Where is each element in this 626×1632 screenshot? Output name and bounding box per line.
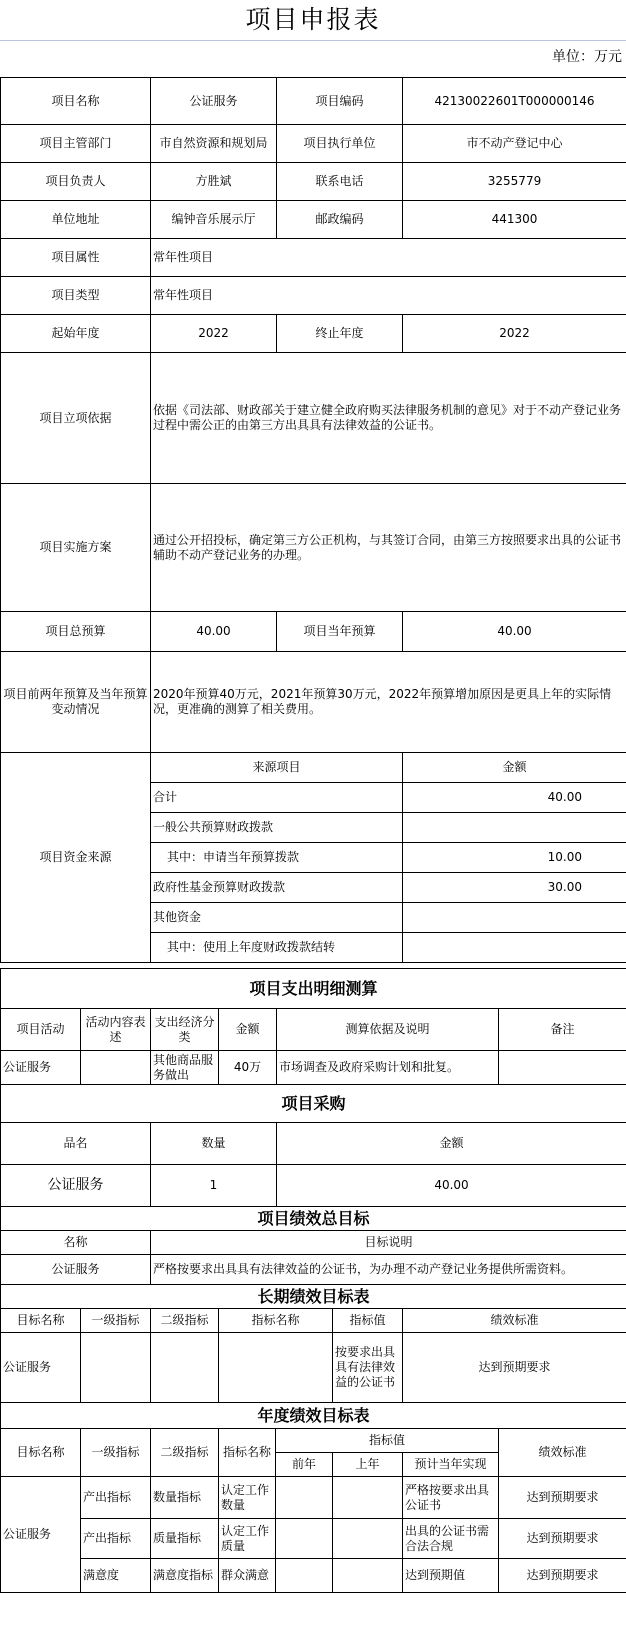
purchase-cell: 40.00 — [277, 1165, 626, 1207]
plan-label: 项目实施方案 — [1, 484, 151, 612]
fund-row-name: 其中：申请当年预算拨款 — [151, 843, 403, 873]
year-budget-label: 项目当年预算 — [277, 612, 403, 652]
long-term-header: 一级指标 — [81, 1309, 151, 1333]
purchase-section-title: 项目采购 — [1, 1085, 626, 1123]
basic-info-table — [0, 77, 626, 963]
annual-cell: 达到预期要求 — [499, 1477, 626, 1519]
zip-label: 邮政编码 — [277, 201, 403, 239]
long-term-cell: 公证服务 — [1, 1333, 81, 1403]
phone-value: 3255779 — [403, 163, 626, 201]
expense-header: 项目活动 — [1, 1009, 81, 1051]
annual-target-name: 公证服务 — [1, 1477, 81, 1593]
long-term-header: 指标名称 — [219, 1309, 333, 1333]
fund-amount-header: 金额 — [403, 753, 626, 783]
unit-label: 单位：万元 — [552, 49, 622, 65]
dept-label: 项目主管部门 — [1, 125, 151, 163]
purchase-header: 金额 — [277, 1123, 626, 1165]
annual-cell: 群众满意 — [219, 1559, 276, 1593]
end-year-value: 2022 — [403, 315, 626, 353]
fund-row-name: 其中：使用上年度财政拨款结转 — [151, 933, 403, 963]
annual-header: 一级指标 — [81, 1429, 151, 1477]
annual-subheader: 预计当年实现 — [403, 1453, 499, 1477]
annual-cell: 达到预期要求 — [499, 1519, 626, 1559]
annual-header: 绩效标准 — [499, 1429, 626, 1477]
expense-header: 金额 — [219, 1009, 277, 1051]
person-value: 方胜斌 — [151, 163, 277, 201]
annual-header: 指标名称 — [219, 1429, 276, 1477]
expense-cell: 40万 — [219, 1051, 277, 1085]
perf-total-table — [0, 1206, 626, 1285]
purchase-table — [0, 1084, 626, 1207]
annual-header: 二级指标 — [151, 1429, 219, 1477]
annual-cell: 认定工作质量 — [219, 1519, 276, 1559]
annual-cell: 产出指标 — [81, 1477, 151, 1519]
person-label: 项目负责人 — [1, 163, 151, 201]
expense-header: 备注 — [499, 1009, 626, 1051]
zip-value: 441300 — [403, 201, 626, 239]
perf-total-cell: 严格按要求出具具有法律效益的公证书，为办理不动产登记业务提供所需资料。 — [151, 1255, 626, 1285]
annual-cell: 认定工作数量 — [219, 1477, 276, 1519]
address-value: 编钟音乐展示厅 — [151, 201, 277, 239]
long-term-header: 指标值 — [333, 1309, 403, 1333]
purchase-header: 数量 — [151, 1123, 277, 1165]
long-term-cell — [219, 1333, 333, 1403]
annual-cell: 达到预期值 — [403, 1559, 499, 1593]
annual-cell: 出具的公证书需合法合规 — [403, 1519, 499, 1559]
long-term-cell: 达到预期要求 — [403, 1333, 626, 1403]
annual-cell — [333, 1559, 403, 1593]
annual-cell: 达到预期要求 — [499, 1559, 626, 1593]
annual-table — [0, 1402, 626, 1593]
annual-cell — [276, 1559, 333, 1593]
plan-value: 通过公开招投标，确定第三方公正机构，与其签订合同，由第三方按照要求出具的公证书辅助不动产登记业务的办理。 — [151, 484, 626, 612]
expense-cell — [499, 1051, 626, 1085]
expense-cell — [81, 1051, 151, 1085]
annual-cell — [333, 1477, 403, 1519]
perf-total-header: 目标说明 — [151, 1231, 626, 1255]
perf-total-section-title: 项目绩效总目标 — [1, 1207, 626, 1231]
fund-row-name: 其他资金 — [151, 903, 403, 933]
start-year-value: 2022 — [151, 315, 277, 353]
annual-cell — [333, 1519, 403, 1559]
attribute-value: 常年性项目 — [151, 239, 626, 277]
basis-label: 项目立项依据 — [1, 353, 151, 484]
end-year-label: 终止年度 — [277, 315, 403, 353]
expense-header: 支出经济分类 — [151, 1009, 219, 1051]
budget-change-label: 项目前两年预算及当年预算变动情况 — [1, 652, 151, 753]
expense-header: 活动内容表述 — [81, 1009, 151, 1051]
fund-row-name: 一般公共预算财政拨款 — [151, 813, 403, 843]
long-term-cell — [151, 1333, 219, 1403]
fund-row-amount: 40.00 — [403, 783, 626, 813]
purchase-header: 品名 — [1, 1123, 151, 1165]
annual-cell — [276, 1519, 333, 1559]
long-term-header: 二级指标 — [151, 1309, 219, 1333]
fund-row-amount — [403, 903, 626, 933]
start-year-label: 起始年度 — [1, 315, 151, 353]
exec-unit-value: 市不动产登记中心 — [403, 125, 626, 163]
annual-header: 目标名称 — [1, 1429, 81, 1477]
expense-cell: 其他商品服务做出 — [151, 1051, 219, 1085]
long-term-table — [0, 1284, 626, 1403]
budget-change-value: 2020年预算40万元，2021年预算30万元，2022年预算增加原因是更具上年的实际情况，更准确的测算了相关费用。 — [151, 652, 626, 753]
annual-header: 指标值 — [276, 1429, 499, 1453]
fund-row-amount — [403, 933, 626, 963]
fund-row-amount: 10.00 — [403, 843, 626, 873]
attribute-label: 项目属性 — [1, 239, 151, 277]
annual-cell: 满意度指标 — [151, 1559, 219, 1593]
project-name-label: 项目名称 — [1, 78, 151, 125]
annual-cell: 质量指标 — [151, 1519, 219, 1559]
perf-total-cell: 公证服务 — [1, 1255, 151, 1285]
fund-source-header: 来源项目 — [151, 753, 403, 783]
long-term-section-title: 长期绩效目标表 — [1, 1285, 626, 1309]
dept-value: 市自然资源和规划局 — [151, 125, 277, 163]
type-value: 常年性项目 — [151, 277, 626, 315]
annual-cell: 数量指标 — [151, 1477, 219, 1519]
fund-row-name: 政府性基金预算财政拨款 — [151, 873, 403, 903]
annual-cell: 严格按要求出具公证书 — [403, 1477, 499, 1519]
year-budget-value: 40.00 — [403, 612, 626, 652]
annual-subheader: 上年 — [333, 1453, 403, 1477]
expense-cell: 市场调查及政府采购计划和批复。 — [277, 1051, 499, 1085]
annual-cell — [276, 1477, 333, 1519]
long-term-header: 目标名称 — [1, 1309, 81, 1333]
expense-header: 测算依据及说明 — [277, 1009, 499, 1051]
purchase-cell: 公证服务 — [1, 1165, 151, 1207]
total-budget-label: 项目总预算 — [1, 612, 151, 652]
fund-row-amount — [403, 813, 626, 843]
perf-total-header: 名称 — [1, 1231, 151, 1255]
phone-label: 联系电话 — [277, 163, 403, 201]
total-budget-value: 40.00 — [151, 612, 277, 652]
basis-value: 依据《司法部、财政部关于建立健全政府购买法律服务机制的意见》对于不动产登记业务过程中需公正的由第三方出具具有法律效益的公证书。 — [151, 353, 626, 484]
long-term-header: 绩效标准 — [403, 1309, 626, 1333]
project-code-label: 项目编码 — [277, 78, 403, 125]
annual-subheader: 前年 — [276, 1453, 333, 1477]
expense-table — [0, 968, 626, 1085]
annual-section-title: 年度绩效目标表 — [1, 1403, 626, 1429]
project-code-value: 42130022601T000000146 — [403, 78, 626, 125]
purchase-cell: 1 — [151, 1165, 277, 1207]
page-title: 项目申报表 — [0, 0, 626, 41]
fund-source-label: 项目资金来源 — [1, 753, 151, 963]
type-label: 项目类型 — [1, 277, 151, 315]
long-term-cell: 按要求出具具有法律效益的公证书 — [333, 1333, 403, 1403]
project-name-value: 公证服务 — [151, 78, 277, 125]
exec-unit-label: 项目执行单位 — [277, 125, 403, 163]
fund-row-name: 合计 — [151, 783, 403, 813]
annual-cell: 满意度 — [81, 1559, 151, 1593]
long-term-cell — [81, 1333, 151, 1403]
annual-cell: 产出指标 — [81, 1519, 151, 1559]
fund-row-amount: 30.00 — [403, 873, 626, 903]
expense-cell: 公证服务 — [1, 1051, 81, 1085]
expense-section-title: 项目支出明细测算 — [1, 969, 626, 1009]
address-label: 单位地址 — [1, 201, 151, 239]
